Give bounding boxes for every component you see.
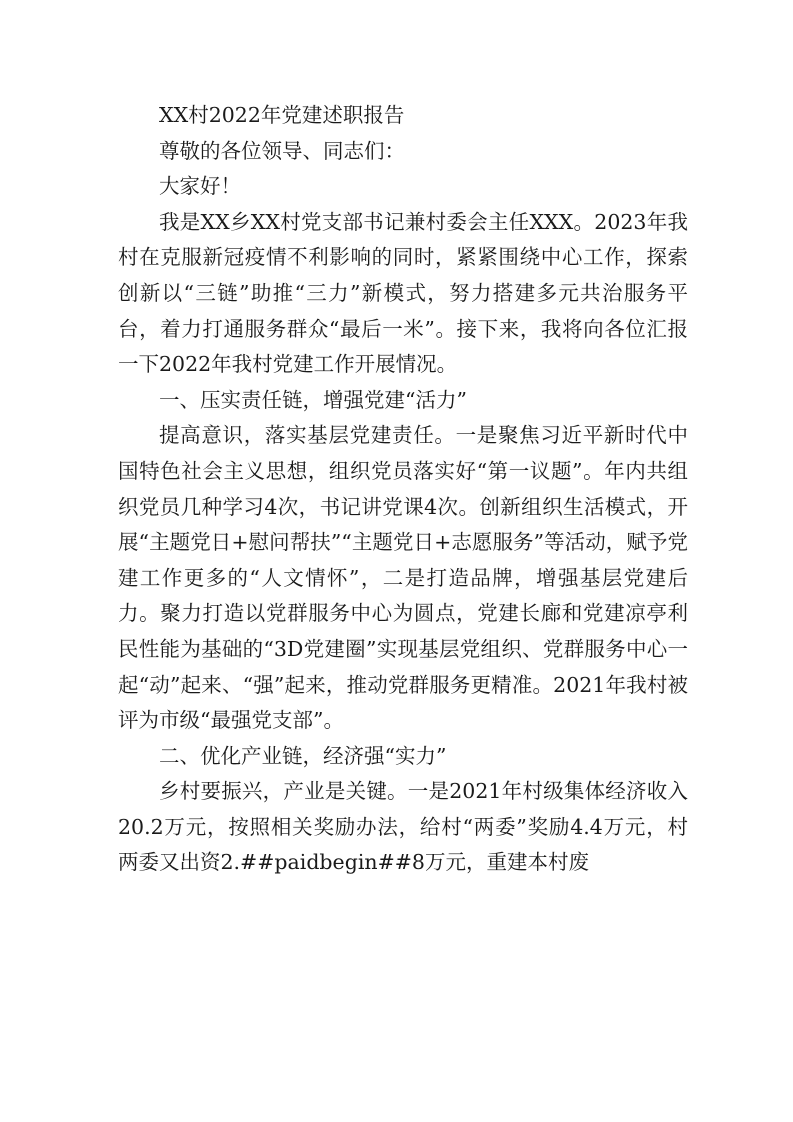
section-heading-2: 二、优化产业链，经济强“实力” bbox=[159, 743, 447, 768]
document-body bbox=[118, 98, 688, 881]
paragraph-section-2: 乡村要振兴，产业是关键。一是2021年村级集体经济收入20.2万元，按照相关奖励办法，给村“两委”奖励4.4万元，村两委又出资2.##paidbegin##8万元，重建本村废 bbox=[118, 779, 688, 875]
salutation: 大家好！ bbox=[159, 174, 241, 199]
paragraph-intro: 我是XX乡XX村党支部书记兼村委会主任XXX。2023年我村在克服新冠疫情不利影响的同时，紧紧围绕中心工作，探索创新以“三链”助推“三力”新模式，努力搭建多元共治服务平台，着力打通服务群众“最后一米”。接下来，我将向各位汇报一下2022年我村党建工作开展情况。 bbox=[118, 209, 688, 377]
paragraph-section-1: 提高意识，落实基层党建责任。一是聚焦习近平新时代中国特色社会主义思想，组织党员落实好“第一议题”。年内共组织党员几种学习4次，书记讲党课4次。创新组织生活模式，开展“主题党日+慰问帮扶”“主题党日+志愿服务”等活动，赋予党建工作更多的“人文情怀”，二是打造品牌，增强基层党建后力。聚力打造以党群服务中心为圆点，党建长廊和党建凉亭利民性能为基础的“3D党建圈”实现基层党组织、党群服务中心一起“动”起来、“强”起来，推动党群服务更精准。2021年我村被评为市级“最强党支部”。 bbox=[118, 423, 688, 733]
document-title: XX村2022年党建述职报告 bbox=[159, 103, 405, 127]
section-heading-1: 一、压实责任链，增强党建“活力” bbox=[159, 387, 467, 412]
greeting: 尊敬的各位领导、同志们： bbox=[159, 138, 405, 163]
